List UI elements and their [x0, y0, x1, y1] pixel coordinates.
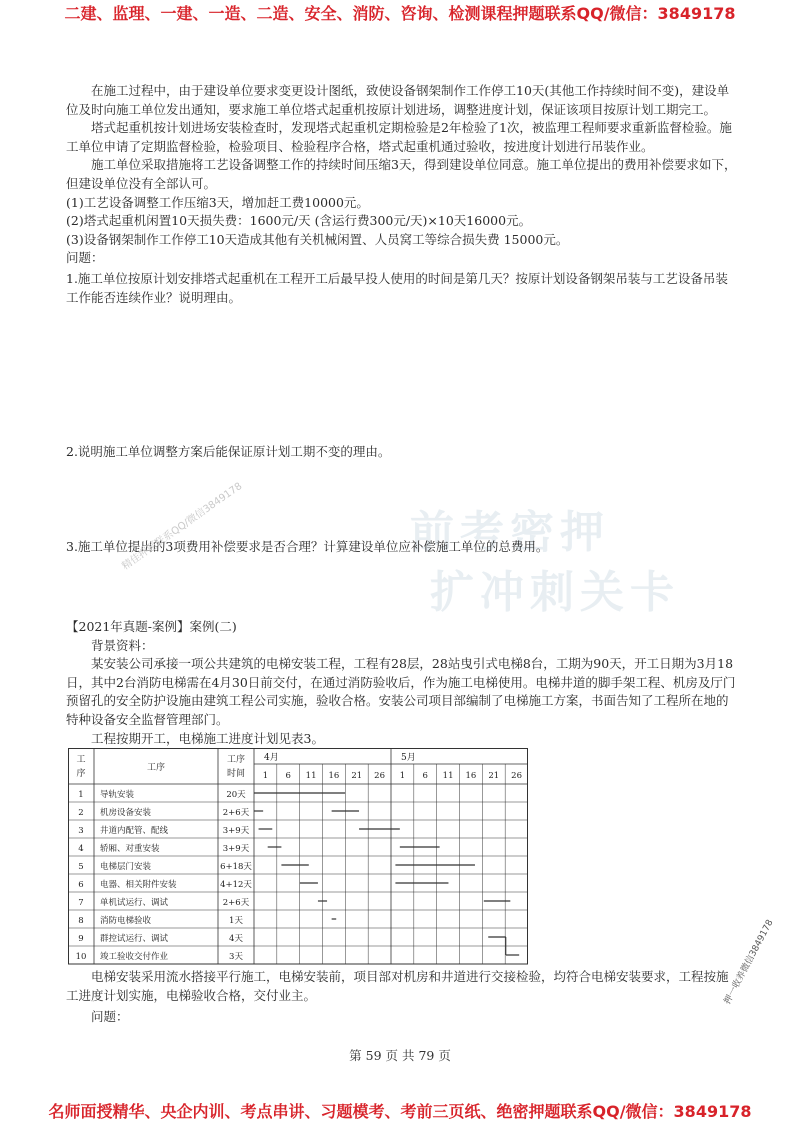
- question-2: 2.说明施工单位调整方案后能保证原计划工期不变的理由。: [66, 444, 391, 459]
- header-day: 11: [305, 771, 317, 781]
- header-day: 21: [351, 771, 363, 781]
- row-duration: 3天: [229, 952, 243, 962]
- paragraph: 在施工过程中，由于建设单位要求变更设计图纸，致使设备钢架制作工作停工10天(其他工作持续时间不变)，建设单位及时向施工单位发出通知，要求施工单位塔式起重机按原计划进场，调整进度计划，保证该项目按原计划工期完工。: [66, 83, 730, 117]
- paragraph: 工程按期开工，电梯施工进度计划见表3。: [91, 730, 324, 746]
- document-body: [66, 82, 738, 307]
- header-day: 1: [262, 771, 269, 781]
- row-duration: 2+6天: [222, 898, 250, 908]
- header-month: 5月: [401, 753, 416, 763]
- header-duration: 工序: [226, 755, 246, 765]
- background-label: 背景资料：: [91, 637, 154, 653]
- row-task-name: 消防电梯验收: [100, 916, 152, 926]
- header-seq: 序: [76, 769, 86, 779]
- header-day: 26: [511, 771, 522, 781]
- paragraph: 电梯安装采用流水搭接平行施工，电梯安装前，项目部对机房和井道进行交接检验，均符合电梯安装要求，工程按施工进度计划实施，电梯验收合格，交付业主。: [66, 969, 729, 1003]
- row-duration: 6+18天: [220, 862, 252, 872]
- claim-item: (1)工艺设备调整工作压缩3天，增加赶工费10000元。: [66, 194, 369, 210]
- case-two: [66, 618, 738, 748]
- schedule-table: [68, 748, 528, 966]
- top-banner: 二建、监理、一建、一造、二造、安全、消防、咨询、检测课程押题联系QQ/微信：3849178: [64, 4, 736, 23]
- header-day: 26: [374, 771, 385, 781]
- background-ghost-text: 前考密押: [410, 507, 610, 558]
- header-seq: 工: [76, 755, 86, 765]
- row-number: 7: [78, 898, 84, 908]
- row-number: 4: [78, 844, 84, 854]
- row-number: 2: [78, 808, 84, 818]
- row-task-name: 导轨安装: [100, 790, 135, 800]
- questions-label: 问题：: [66, 250, 104, 266]
- row-task-name: 电梯层门安装: [100, 862, 152, 872]
- background-ghost-text: 扩冲刺关卡: [430, 567, 680, 618]
- claim-item: (3)设备钢架制作工作停工10天造成其他有关机械闲置、人员窝工等综合损失费 15000元。: [66, 231, 569, 247]
- header-day: 16: [465, 771, 477, 781]
- header-day: 6: [422, 771, 428, 781]
- row-number: 3: [78, 826, 84, 836]
- questions-label: 问题：: [91, 1009, 129, 1024]
- row-duration: 2+6天: [222, 808, 250, 818]
- watermark-left: 精佳押题联系QQ/微信3849178: [120, 480, 245, 573]
- header-month: 4月: [264, 753, 279, 763]
- case-heading: 【2021年真题-案例】案例(二): [66, 619, 237, 634]
- question-3: 3.施工单位提出的3项费用补偿要求是否合理？计算建设单位应补偿施工单位的总费用。: [66, 539, 549, 554]
- paragraph: 塔式起重机按计划进场安装检查时，发现塔式起重机定期检验是2年检验了1次，被监理工程师要求重新监督检验。施工单位申请了定期监督检验，检验项目、检验程序合格，塔式起重机通过验收，按进度计划进行吊装作业。: [66, 120, 732, 154]
- row-number: 1: [78, 790, 84, 800]
- row-duration: 4+12天: [220, 880, 252, 890]
- paragraph: 施工单位采取措施将工艺设备调整工作的持续时间压缩3天，得到建设单位同意。施工单位提出的费用补偿要求如下，但建设单位没有全部认可。: [66, 157, 737, 191]
- header-duration: 时间: [226, 769, 246, 779]
- row-task-name: 电器、相关附件安装: [100, 880, 177, 890]
- row-number: 9: [78, 934, 84, 944]
- row-duration: 4天: [229, 934, 243, 944]
- bottom-banner: 名师面授精华、央企内训、考点串讲、习题模考、考前三页纸、绝密押题联系QQ/微信：3849178: [48, 1102, 752, 1121]
- row-task-name: 竣工验收交付作业: [100, 952, 169, 962]
- row-number: 6: [78, 880, 84, 890]
- row-number: 10: [75, 952, 87, 962]
- row-number: 8: [78, 916, 84, 926]
- header-day: 16: [328, 771, 340, 781]
- row-duration: 1天: [229, 916, 243, 926]
- watermark-right: 押一收养微信3849178: [722, 918, 776, 1007]
- header-day: 1: [399, 771, 406, 781]
- row-duration: 20天: [226, 790, 246, 800]
- row-task-name: 单机试运行、调试: [100, 898, 169, 908]
- row-duration: 3+9天: [222, 826, 250, 836]
- page-number: 第 59 页 共 79 页: [349, 1048, 451, 1063]
- question-1: 1.施工单位按原计划安排塔式起重机在工程开工后最早投人使用的时间是第几天？按原计划设备钢架吊装与工艺设备吊装工作能否连续作业？说明理由。: [66, 270, 728, 305]
- row-task-name: 井道内配管、配线: [100, 826, 169, 836]
- row-task-name: 轿厢、对重安装: [100, 844, 160, 854]
- paragraph: 某安装公司承接一项公共建筑的电梯安装工程，工程有28层，28站曳引式电梯8台，工期为90天，开工日期为3月18日，其中2台消防电梯需在4月30日前交付，在通过消防验收后，作为施工电梯使用。电梯井道的脚手架工程、机房及厅门预留孔的安全防护设施由建筑工程公司实施，验收合格。安装公司项目部编制了电梯施工方案，书面告知了工程所在地的特种设备安全监督管理部门。: [66, 656, 736, 727]
- header-day: 6: [285, 771, 291, 781]
- claim-item: (2)塔式起重机闲置10天损失费：1600元/天 (含运行费300元/天)×10天16000元。: [66, 213, 532, 229]
- header-day: 21: [488, 771, 500, 781]
- row-number: 5: [78, 862, 84, 872]
- row-duration: 3+9天: [222, 844, 250, 854]
- header-name: 工序: [146, 763, 166, 773]
- header-day: 11: [442, 771, 454, 781]
- row-task-name: 机房设备安装: [100, 808, 152, 818]
- row-task-name: 群控试运行、调试: [100, 934, 169, 944]
